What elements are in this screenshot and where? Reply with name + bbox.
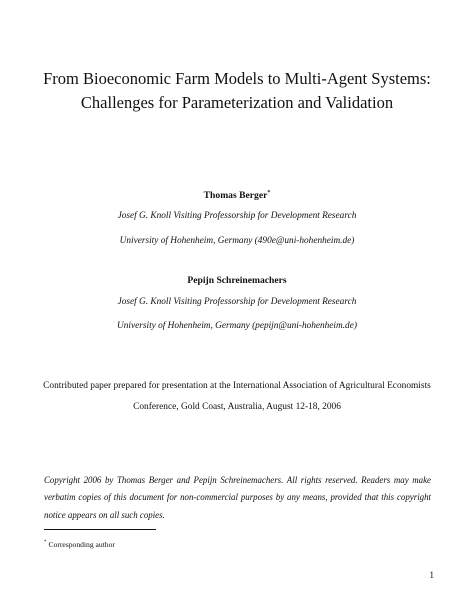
author-name-2: Pepijn Schreinemachers <box>187 275 287 286</box>
author-1-address: University of Hohenheim, Germany (490e@uni-hohenheim.de) <box>119 236 355 246</box>
copyright-notice: Copyright 2006 by Thomas Berger and Pepijn Schreinemachers. All rights reserved. Readers may make verbatim copies of this document for non-commercial purposes by any means, provided that this copyright notice appears on all such copies. <box>44 475 431 520</box>
author-footnote-marker: * <box>267 189 271 196</box>
paper-title-line-1: From Bioeconomic Farm Models to Multi-Agent Systems: <box>43 69 431 88</box>
footnote <box>44 540 115 550</box>
footnote-marker: * <box>44 540 47 546</box>
contribution-line-1: Contributed paper prepared for presentation at the International Association of Agricultural Economists <box>43 381 431 391</box>
author-2-affiliation: Josef G. Knoll Visiting Professorship for Development Research <box>117 297 357 307</box>
author-name-1-text: Thomas Berger <box>203 190 268 201</box>
author-2-address: University of Hohenheim, Germany (pepijn@uni-hohenheim.de) <box>117 321 357 331</box>
author-name-1 <box>30 190 444 202</box>
page-number: 1 <box>429 571 434 581</box>
footnote-divider <box>44 529 156 530</box>
paper-title-line-2: Challenges for Parameterization and Validation <box>80 93 394 112</box>
footnote-text: Corresponding author <box>48 540 115 549</box>
author-1-affiliation: Josef G. Knoll Visiting Professorship for Development Research <box>117 211 357 221</box>
contribution-line-2: Conference, Gold Coast, Australia, August 12-18, 2006 <box>133 402 341 412</box>
